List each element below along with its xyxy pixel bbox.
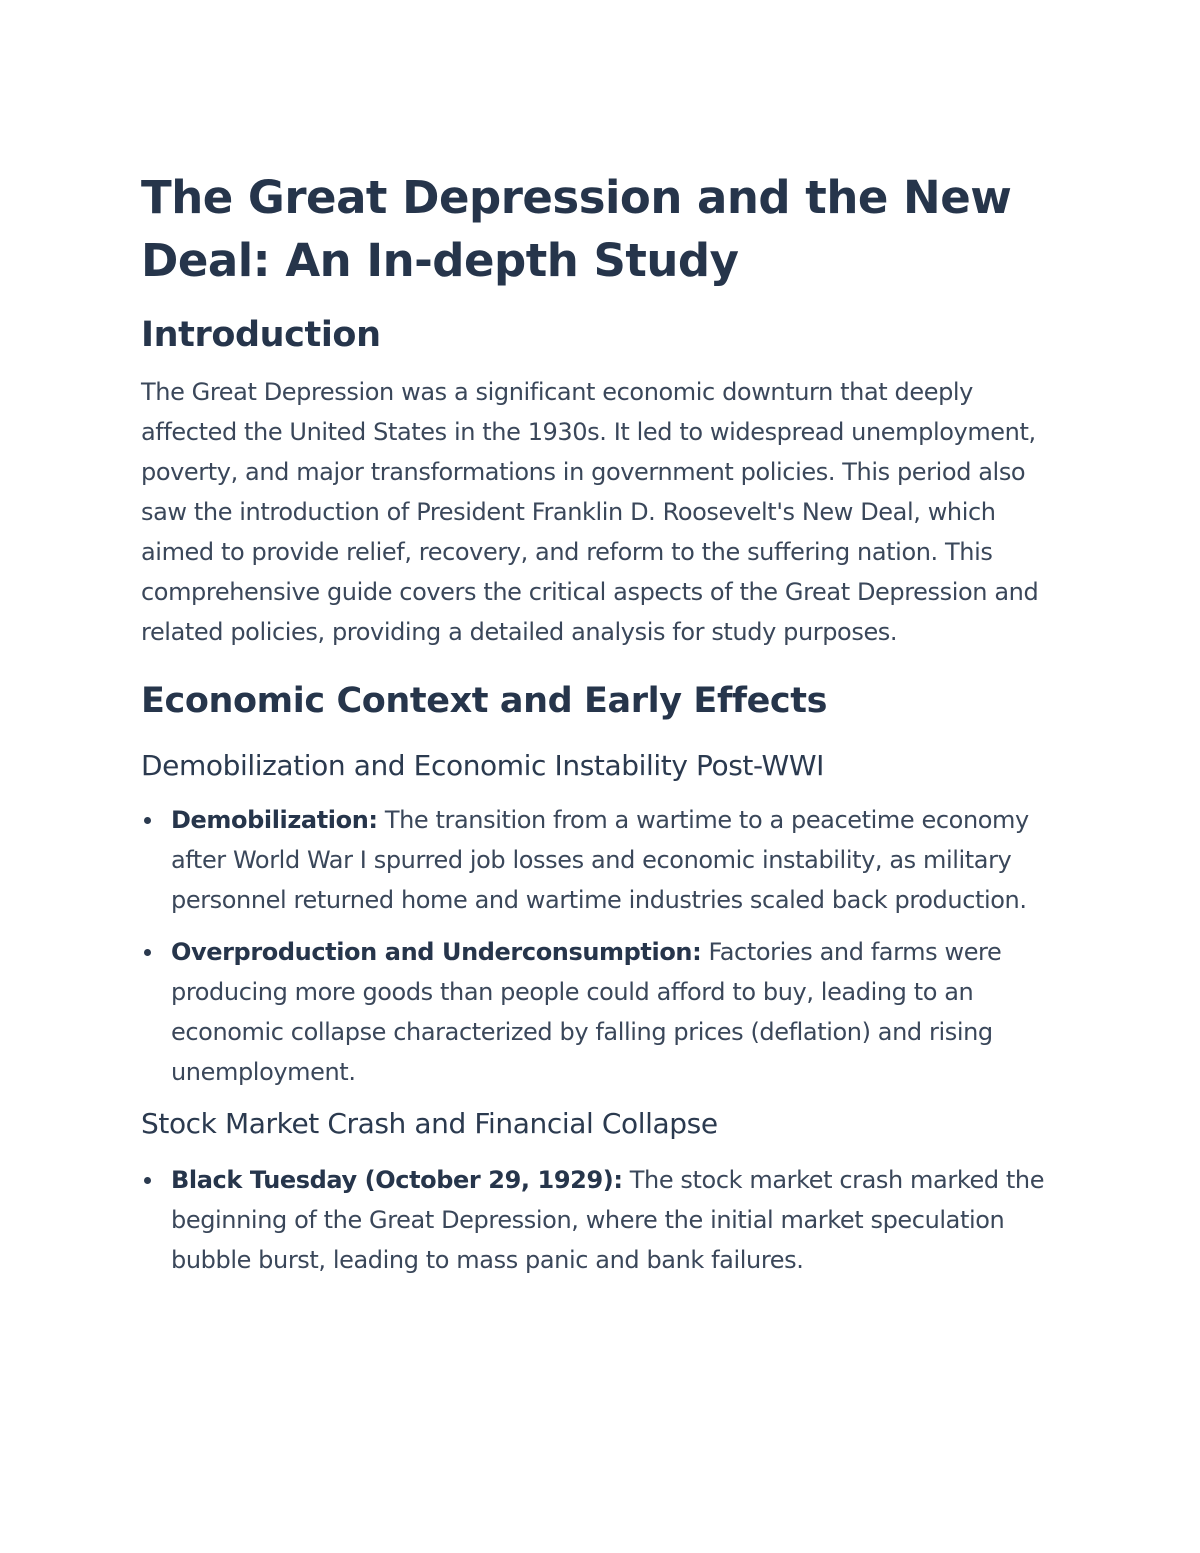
list-item-term: Demobilization:: [171, 806, 378, 834]
document-title: The Great Depression and the New Deal: An In-depth Study: [141, 171, 1012, 287]
list-item-term: Black Tuesday (October 29, 1929):: [171, 1166, 623, 1194]
bullet-icon: [144, 949, 151, 956]
list-item-text: The transition from a wartime to a peacetime economy after World War I spurred job losses and economic instability, as military personnel returned home and wartime industries scaled back production.: [171, 806, 1029, 914]
stock-market-list: [141, 1160, 1061, 1280]
list-item: [141, 932, 1061, 1092]
list-item: [141, 800, 1061, 920]
demobilization-list: [141, 800, 1061, 1092]
document-page: [141, 166, 1061, 1292]
list-item: [141, 1160, 1061, 1280]
bullet-icon: [144, 1177, 151, 1184]
list-item-term: Overproduction and Underconsumption:: [171, 938, 702, 966]
introduction-paragraph: The Great Depression was a significant economic downturn that deeply affected the United States in the 1930s. It led to widespread unemployment, poverty, and major transformations in government policies. This period also saw the introduction of President Franklin D. Roosevelt's New Deal, which aimed to provide relief, recovery, and reform to the suffering nation. This comprehensive guide covers the critical aspects of the Great Depression and related policies, providing a detailed analysis for study purposes.: [141, 378, 1039, 646]
list-item-text: Factories and farms were producing more goods than people could afford to buy, leading to an economic collapse characterized by falling prices (deflation) and rising unemployment.: [171, 938, 1002, 1086]
demobilization-subheading: Demobilization and Economic Instability Post-WWI: [141, 749, 824, 782]
stock-market-subheading: Stock Market Crash and Financial Collapse: [141, 1107, 718, 1140]
economic-context-heading: Economic Context and Early Effects: [141, 681, 828, 721]
bullet-icon: [144, 817, 151, 824]
introduction-heading: Introduction: [141, 315, 381, 355]
list-item-text: The stock market crash marked the beginning of the Great Depression, where the initial market speculation bubble burst, leading to mass panic and bank failures.: [171, 1166, 1045, 1274]
